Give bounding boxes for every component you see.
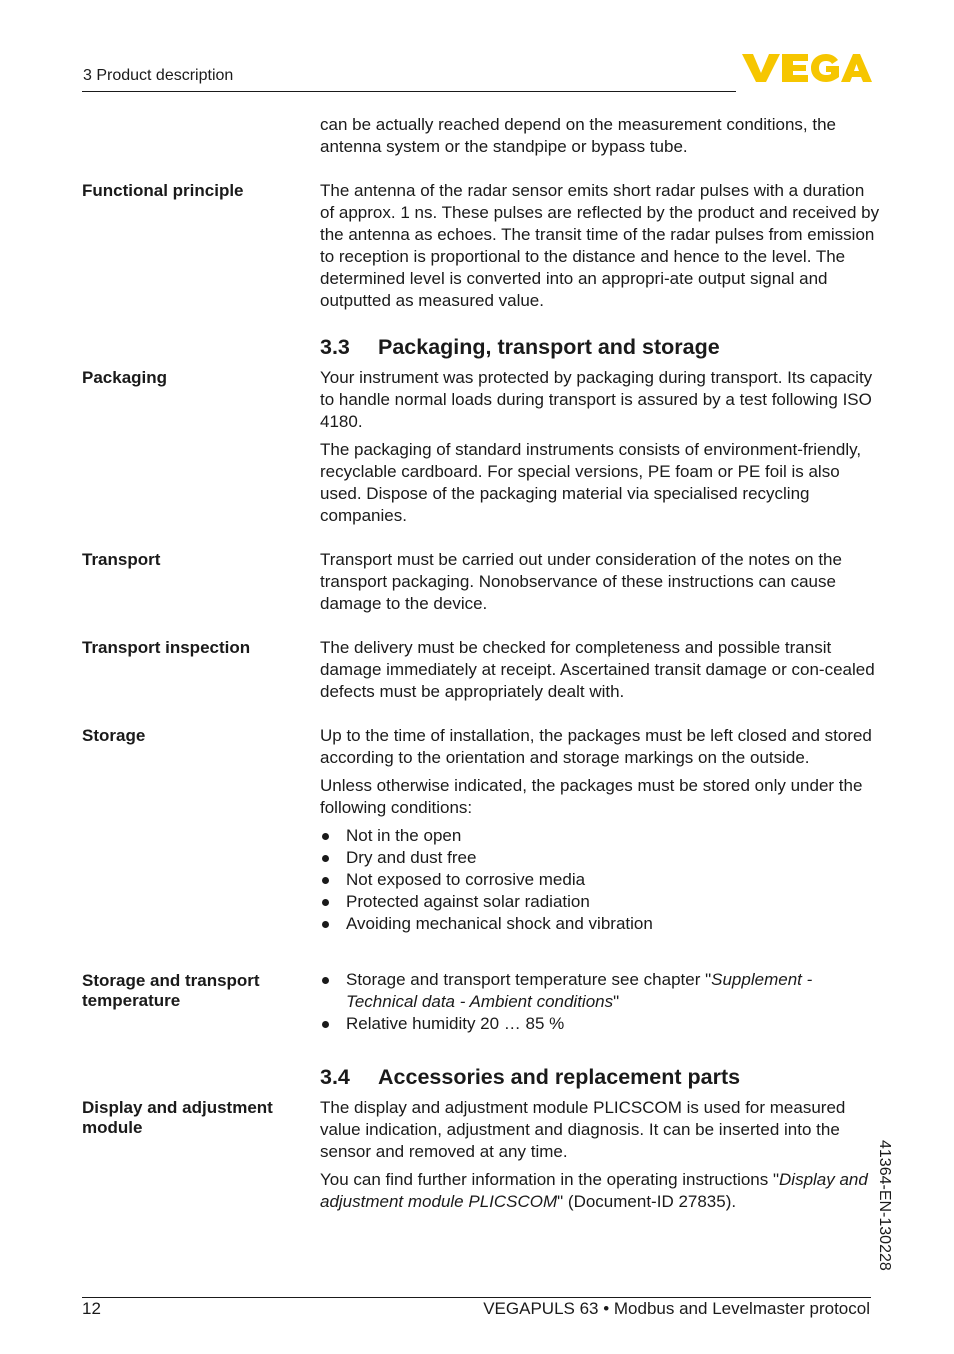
section-3-3-heading [320,335,720,360]
storage-label: Storage [82,726,146,745]
label-line: module [82,1118,143,1137]
display-module-label [82,1098,273,1138]
label-line: Storage and transport [82,971,260,990]
storage-temperature-text [320,969,880,1035]
storage-conditions-list [320,825,880,935]
text-run: " [613,992,620,1011]
storage-temperature-list [320,969,880,1035]
packaging-paragraph-2: The packaging of standard instruments consists of environment-friendly, recyclable cardboard. For special versions, PE foam or PE foil is also used. Dispose of the packaging material via specialised recycling companies. [320,440,862,525]
display-module-paragraph-1: The display and adjustment module PLICSCOM is used for measured value indication, adjustment and diagnosis. It can be inserted into the sensor and removed at any time. [320,1098,846,1161]
list-item: Avoiding mechanical shock and vibration [320,913,880,935]
section-3-4-heading [320,1065,740,1090]
display-module-text [320,1097,880,1213]
list-item: Dry and dust free [320,847,880,869]
transport-text: Transport must be carried out under consideration of the notes on the transport packaging. Nonobservance of these instructions can cause damage to the device. [320,550,842,613]
section-title: Packaging, transport and storage [378,335,720,359]
list-item: Not in the open [320,825,880,847]
packaging-paragraph-1: Your instrument was protected by packaging during transport. Its capacity to handle normal loads during transport is assured by a test following ISO 4180. [320,368,873,431]
text-run: " (Document-ID 27835). [557,1192,737,1211]
header-section-title: 3 Product description [83,67,234,84]
page-number: 12 [82,1299,101,1318]
functional-principle-text: The antenna of the radar sensor emits short radar pulses with a duration of approx. 1 ns. These pulses are reflected by the product and received by the antenna as echoes. The transit time of the radar pulses from emission to reception is proportional to the distance and hence to the level. The determined level is converted into an appropri-ate output signal and outputted as measured value. [320,181,880,310]
footer-document-title: VEGAPULS 63 • Modbus and Levelmaster protocol [483,1299,870,1318]
section-number: 3.4 [320,1065,350,1089]
section-title: Accessories and replacement parts [378,1065,741,1089]
vega-logo-mark [742,51,872,85]
display-module-paragraph-2 [320,1169,880,1213]
list-item: Protected against solar radiation [320,891,880,913]
vega-logo [742,51,872,90]
document-reference: Display and adjustment module PLICSCOM [320,1170,868,1211]
transport-inspection-label: Transport inspection [82,638,251,657]
text-run: Storage and transport temperature see chapter " [346,970,712,989]
storage-paragraph-1: Up to the time of installation, the packages must be left closed and stored according to the orientation and storage markings on the outside. [320,726,872,767]
storage-paragraph-2: Unless otherwise indicated, the packages must be stored only under the following conditions: [320,776,863,817]
label-line: temperature [82,991,181,1010]
functional-principle-label: Functional principle [82,181,244,200]
chapter-reference: Supplement - Technical data - Ambient conditions [346,970,813,1011]
header-divider [82,91,736,92]
label-line: Display and adjustment [82,1098,273,1117]
document-id-vertical: 41364-EN-130228 [876,1140,893,1271]
packaging-text [320,367,880,527]
transport-inspection-text: The delivery must be checked for completeness and possible transit damage immediately at receipt. Ascertained transit damage or con-cealed defects must be appropriately dealt with. [320,638,875,701]
footer-divider [82,1297,871,1298]
storage-text [320,725,880,935]
text-run: You can find further information in the operating instructions " [320,1170,780,1189]
list-item [320,969,880,1013]
list-item: Relative humidity 20 … 85 % [320,1013,880,1035]
transport-label: Transport [82,550,161,569]
intro-paragraph: can be actually reached depend on the measurement conditions, the antenna system or the standpipe or bypass tube. [320,115,837,156]
list-item: Not exposed to corrosive media [320,869,880,891]
section-number: 3.3 [320,335,350,359]
storage-temperature-label [82,971,260,1011]
packaging-label: Packaging [82,368,168,387]
